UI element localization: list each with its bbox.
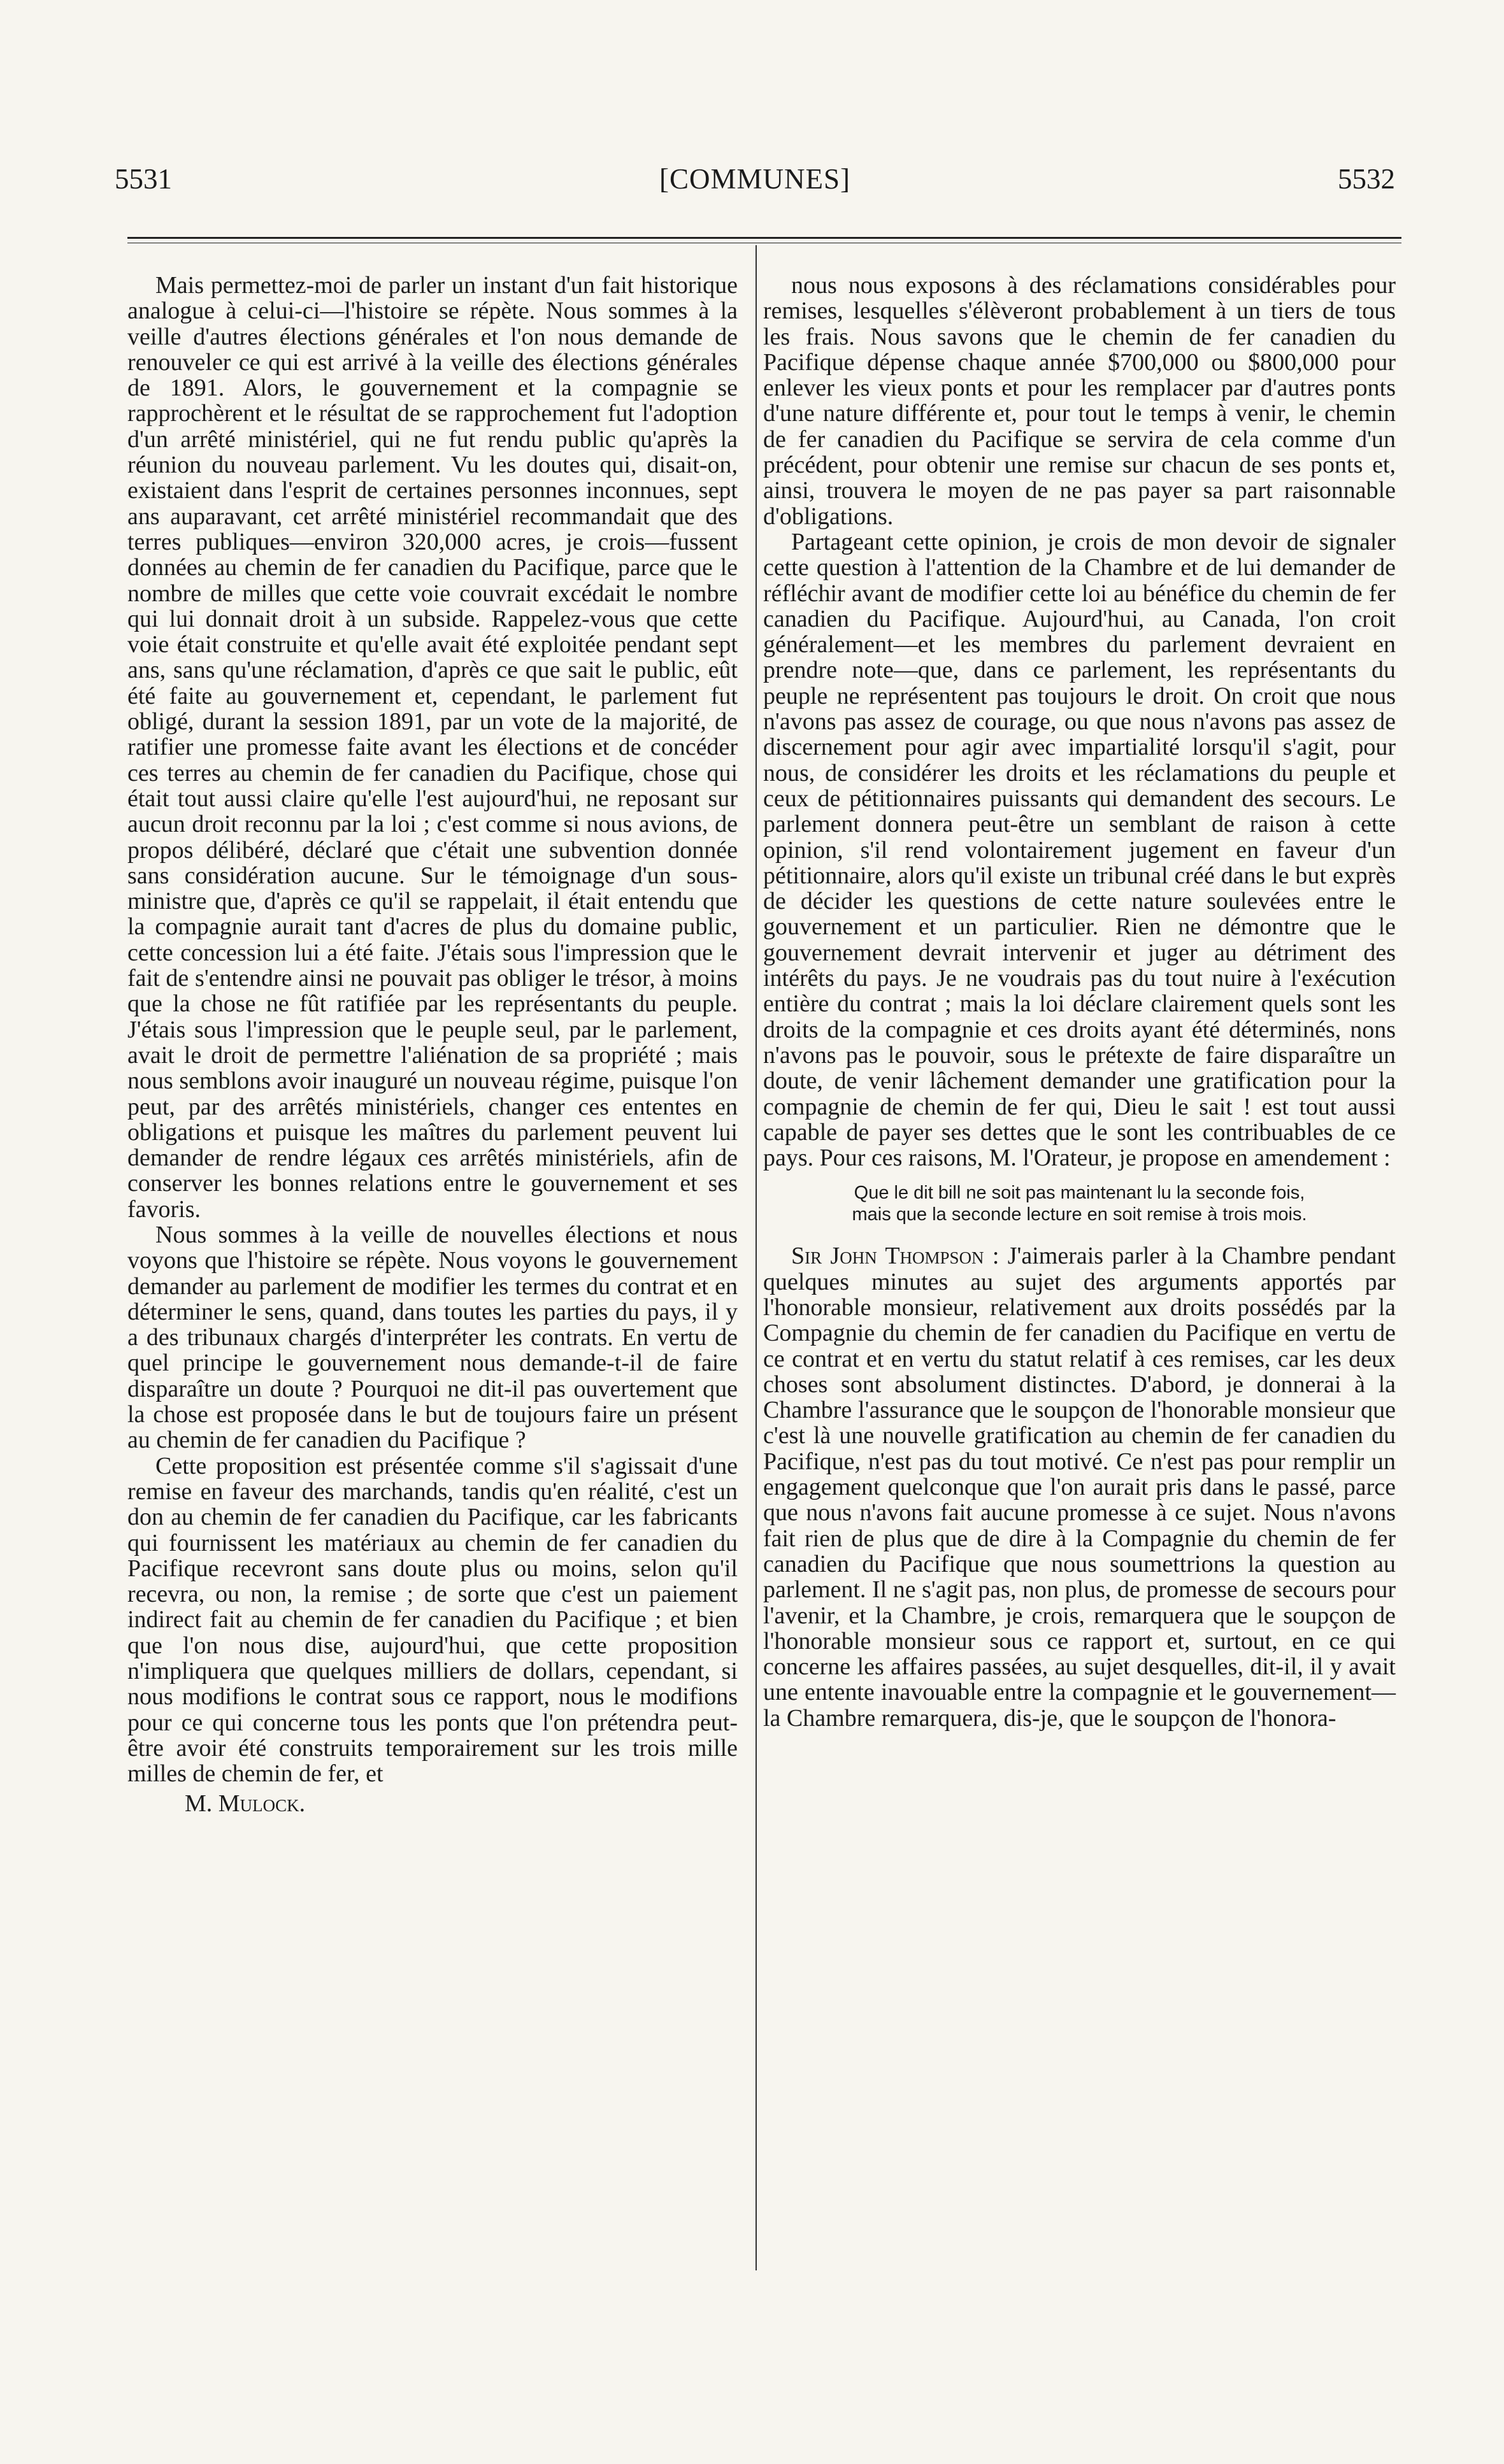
speech-paragraph [763, 1243, 1396, 1731]
page-header [115, 162, 1395, 201]
amendment-motion [763, 1182, 1396, 1225]
motion-line: mais que la seconde lecture en soit remise à trois mois. [852, 1204, 1307, 1225]
paragraph: Mais permettez-moi de parler un instant d'un fait historique analogue à celui-ci—l'histoire se répète. Nous sommes à la veille d'autres élections générales et l'on nous demande de renouveler ce qui est arrivé à la veille des élections générales de 1891. Alors, le gouvernement et la compagnie se rapprochèrent et le résultat de se rapprochement fut l'adoption d'un arrêté ministériel, qui ne fut rendu public qu'après la réunion du nouveau parlement. Vu les doutes qui, disait-on, existaient dans l'esprit de certaines personnes inconnues, sept ans auparavant, cet arrêté ministériel recommandait que des terres publiques—environ 320,000 acres, je crois—fussent données au chemin de fer canadien du Pacifique, parce que le nombre de milles que cette voie couvrait excédait le nombre qui lui donnait droit à un subside. Rappelez-vous que cette voie était construite et qu'elle avait été exploitée pendant sept ans, sans qu'une réclamation, d'après ce que sait le public, eût été faite au gouvernement et, cependant, le parlement fut obligé, durant la session 1891, par un vote de la majorité, de ratifier une promesse faite avant les élections et de concéder ces terres au chemin de fer canadien du Pacifique, chose qui était tout aussi claire qu'elle l'est aujourd'hui, ne reposant sur aucun droit reconnu par la loi ; c'est comme si nous avions, de propos délibéré, déclaré que c'était une subvention donnée sans considération aucune. Sur le témoignage d'un sous-ministre que, d'après ce qu'il se rappelait, il était entendu que la compagnie aurait tant d'acres de plus du domaine public, cette concession lui a été faite. J'étais sous l'impression que le fait de s'entendre ainsi ne pouvait pas obliger le trésor, à moins que la chose ne fût ratifiée par les représentants du peuple. J'étais sous l'impression que le peuple seul, par le parlement, avait le droit de permettre l'aliénation de sa propriété ; mais nous semblons avoir inauguré un nouveau régime, puisque l'on peut, par des arrêtés ministériels, changer ces ententes en obligations et puisque les maîtres du parlement peuvent lui demander de rendre légaux ces arrêtés ministériels, afin de conserver les bonnes relations entre le gouvernement et ses favoris. [127, 272, 738, 1223]
paragraph: Cette proposition est présentée comme s'il s'agissait d'une remise en faveur des marchands, tandis qu'en réalité, c'est un don au chemin de fer canadien du Pacifique, car les fabricants qui fournissent les matériaux au chemin de fer canadien du Pacifique recevront sans doute plus ou moins, selon qu'il recevra, ou non, la remise ; de sorte que c'est un paiement indirect fait au chemin de fer canadien du Pacifique ; et bien que l'on nous dise, aujourd'hui, que cette proposition n'impliquera que quelques milliers de dollars, cependant, si nous modifions le contrat sous ce rapport, nous le modifions pour ce qui concerne tous les ponts que l'on prétendra peut-être avoir été construits temporairement sur les trois mille milles de chemin de fer, et [127, 1452, 738, 1788]
paragraph: Partageant cette opinion, je crois de mon devoir de signaler cette question à l'attention de la Chambre et de lui demander de réfléchir avant de modifier cette loi au bénéfice du chemin de fer canadien du Pacifique. Aujourd'hui, au Canada, l'on croit généralement—et les membres du parlement devraient en prendre note—que, dans ce parlement, les représentants du peuple ne représentent pas toujours le droit. On croit que nous n'avons pas assez de courage, ou que nous n'avons pas assez de discernement pour agir avec impartialité lorsqu'il s'agit, pour nous, de considérer les droits et les réclamations du peuple et ceux de pétitionnaires puissants qui demandent des secours. Le parlement donnera peut-être un semblant de raison à cette opinion, s'il rend volontairement jugement en faveur d'un pétitionnaire, alors qu'il existe un tribunal créé dans le but exprès de décider les questions de cette nature soulevées entre le gouvernement et un particulier. Rien ne démontre que le gouvernement devrait intervenir et juger au détriment des intérêts du pays. Je ne voudrais pas du tout nuire à l'exécution entière du contrat ; mais la loi déclare clairement quels sont les droits de la compagnie et ces droits ayant été déterminés, nons n'avons pas le pouvoir, sous le prétexte de faire disparaître un doute, de venir lâchement demander une gratification pour la compagnie de chemin de fer qui, Dieu le sait ! est tout aussi capable de payer ses dettes que le sont les contribuables de ce pays. Pour ces raisons, M. l'Orateur, je propose en amendement : [763, 528, 1396, 1172]
header-rule-thick [127, 237, 1401, 239]
speech-text: J'aimerais parler à la Chambre pendant quelques minutes au sujet des arguments apportés par l'honorable monsieur, relativement aux droits possédés par la Compagnie du chemin de fer canadien du Pacifique en vertu de ce contrat et en vertu du statut relatif à ces remises, car les deux choses sont absolument distinctes. D'abord, je donnerai à la Chambre l'assurance que le soupçon de l'honorable monsieur que c'est là une nouvelle gratification au chemin de fer canadien du Pacifique, n'est pas du tout motivé. Ce n'est pas pour remplir un engagement quelconque que l'on aurait pris dans le passé, parce que nous n'avons fait aucune promesse à ce sujet. Nous n'avons fait rien de plus que de dire à la Compagnie du chemin de fer canadien du Pacifique que nous soumettrions la question au parlement. Il ne s'agit pas, non plus, de promesse de secours pour l'avenir, et la Chambre, je crois, remarquera que le soupçon de l'honorable monsieur sous ce rapport et, surtout, en ce qui concerne les affaires passées, au sujet desquelles, dit-il, il y avait une entente inavouable entre la compagnie et le gouvernement—la Chambre remarquera, dis-je, que le soupçon de l'honora- [763, 1243, 1396, 1732]
page-number-left: 5531 [115, 163, 172, 195]
paragraph: nous nous exposons à des réclamations considérables pour remises, lesquelles s'élèveront probablement à un tiers de tous les frais. Nous savons que le chemin de fer canadien du Pacifique dépense chaque année $700,000 ou $800,000 pour enlever les vieux ponts et pour les remplacer par d'autres ponts d'une nature différente et, pour tout le temps à venir, le chemin de fer canadien du Pacifique se servira de cela comme d'un précédent, pour obtenir une remise sur chacun de ses ponts et, ainsi, trouvera le moyen de ne pas payer sa part raisonnable d'obligations. [763, 272, 1396, 530]
motion-line: Que le dit bill ne soit pas maintenant lu la seconde fois, [854, 1183, 1305, 1204]
speaker-name: Sir John Thompson : [791, 1243, 999, 1270]
right-column [763, 273, 1396, 1731]
column-divider [756, 245, 757, 2270]
left-column [127, 273, 738, 1816]
speaker-attribution: M. Mulock. [185, 1790, 306, 1817]
running-title: [COMMUNES] [659, 163, 851, 195]
paragraph: Nous sommes à la veille de nouvelles élections et nous voyons que l'histoire se répète. Nous voyons le gouvernement demander au parlement de modifier les termes du contrat et en déterminer le sens, quand, dans toutes les parties du pays, il y a des tribunaux chargés d'interpréter les contrats. En vertu de quel principe le gouvernement nous demande-t-il de faire disparaître un doute ? Pourquoi ne dit-il pas ouvertement que la chose est proposée dans le but de toujours faire un présent au chemin de fer canadien du Pacifique ? [127, 1221, 738, 1454]
page-number-right: 5532 [1338, 163, 1395, 195]
